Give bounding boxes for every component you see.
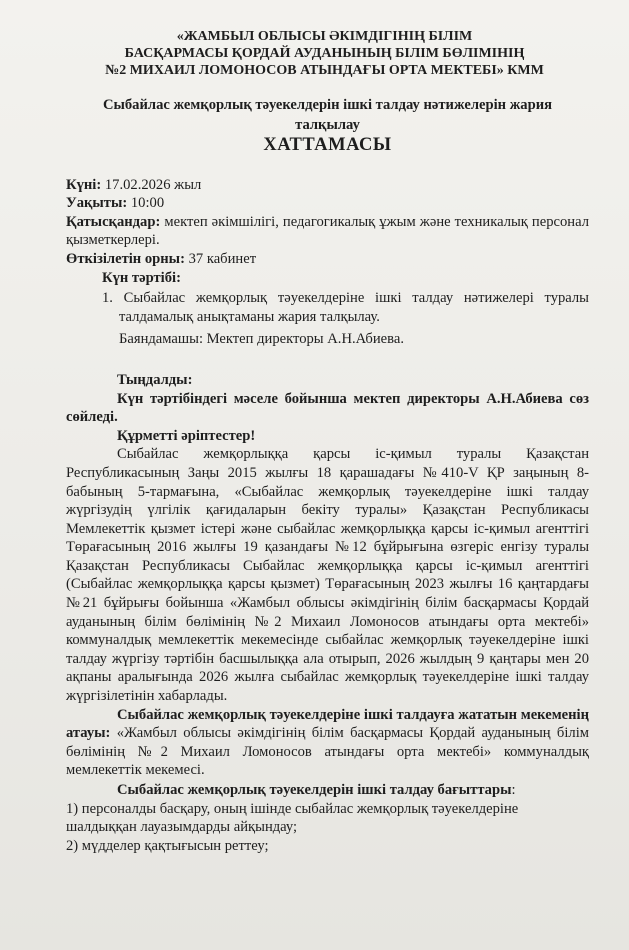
org-line: БАСҚАРМАСЫ ҚОРДАЙ АУДАНЫНЫҢ БІЛІМ БӨЛІМІНІҢ: [124, 46, 525, 61]
date-value: 17.02.2026 жыл: [101, 176, 202, 193]
meeting-date: [66, 176, 589, 195]
greeting: Құрметті әріптестер!: [117, 427, 256, 444]
agenda-speaker: Баяндамашы: Мектеп директоры А.Н.Абиева.: [119, 331, 404, 348]
org-line: №2 МИХАИЛ ЛОМОНОСОВ АТЫНДАҒЫ ОРТА МЕКТЕБІ» КММ: [105, 63, 544, 78]
directions-heading-colon: :: [511, 782, 516, 798]
organization-header: [60, 28, 589, 79]
meeting-details: [66, 176, 589, 269]
participants-label: Қатысқандар:: [66, 213, 161, 230]
time-label: Уақыты:: [66, 195, 128, 212]
participants-value: мектеп әкімшілігі, педагогикалық ұжым және техникалық персонал қызметкерлері.: [66, 213, 589, 249]
place-value: 37 кабинет: [184, 250, 257, 267]
org-line: «ЖАМБЫЛ ОБЛЫСЫ ӘКІМДІГІНІҢ БІЛІМ: [176, 29, 473, 44]
agenda-item: 1. Сыбайлас жемқорлық тәуекелдеріне ішкі талдау нәтижелері туралы талдамалық анықтаманы жария талқылау.: [102, 290, 589, 325]
meeting-time: [66, 194, 589, 213]
directions-list: [66, 800, 589, 856]
subject-line: Сыбайлас жемқорлық тәуекелдерін ішкі талдау нәтижелерін жария: [102, 97, 553, 113]
directions-heading-text: Сыбайлас жемқорлық тәуекелдерін ішкі талдау бағыттары: [117, 782, 512, 798]
entity-label: Сыбайлас жемқорлық тәуекелдеріне ішкі талдауға жататын мекеменің атауы:: [66, 706, 589, 742]
date-label: Күні:: [66, 176, 102, 193]
meeting-participants: [66, 213, 589, 250]
document-subject: [66, 95, 589, 135]
document-type-title: ХАТТАМАСЫ: [263, 135, 392, 155]
list-item: 2) мүдделер қақтығысын реттеу;: [66, 837, 269, 854]
entity-name-paragraph: [66, 706, 589, 780]
entity-value: «Жамбыл облысы әкімдігінің білім басқармасы Қордай ауданының білім бөлімінің №2 Михаил Ломоносов атындағы орта мектебі» коммуналдық мемлекеттік мекемесі.: [66, 725, 589, 779]
time-value: 10:00: [127, 195, 165, 212]
meeting-place: [66, 250, 589, 269]
list-item: 1) персоналды басқару, оның ішінде сыбайлас жемқорлық тәуекелдеріне шалдыққан лауазымдарды айқындау;: [66, 800, 519, 836]
place-label: Өткізілетін орны:: [66, 250, 185, 267]
directions-heading: [66, 781, 589, 800]
heard-intro: Күн тәртібіндегі мәселе бойынша мектеп директоры А.Н.Абиева сөз сөйледі.: [66, 390, 589, 426]
agenda-heading: Күн тәртібі:: [102, 269, 181, 286]
subject-line: талқылау: [295, 117, 360, 133]
heard-heading: Тыңдалды:: [117, 371, 193, 388]
announcement-body: Сыбайлас жемқорлыққа қарсы іс-қимыл туралы Қазақстан Республикасының Заңы 2015 жылғы 18 қарашадағы №410-V ҚР заңының 8-бабының 5-тармағына, «Сыбайлас жемқорлық тәуекелдеріне ішкі талдау жүргізудің үлгілік қағидаларын бекіту туралы» Қазақстан Республикасы Мемлекеттік қызмет істері және сыбайлас жемқорлыққа қарсы іс-қимыл агенттігі Төрағасының 2016 жылғы 19 қазандағы №12 бұйрығына өзгеріс енгізу туралы Қазақстан Республикасы Сыбайлас жемқорлыққа қарсы іс-қимыл агенттігі (Сыбайлас жемқорлыққа қарсы қызмет) Төрағасының 2023 жылғы 16 қаңтардағы №21 бұйрығы бойынша «Жамбыл облысы әкімдігінің білім басқармасы Қордай ауданының білім бөлімінің №2 Михаил Ломоносов атындағы орта мектебі» коммуналдық мемлекеттік мекемесінде сыбайлас жемқорлық тәуекелдеріне ішкі талдау жүргізу тәртібін басшылыққа ала отырып, 2026 жылдың 9 қаңтары мен 20 ақпаны аралығында 2026 жылға сыбайлас жемқорлық тәуекелдеріне ішкі талдау жүргізілетінін хабарлады.: [66, 446, 589, 705]
